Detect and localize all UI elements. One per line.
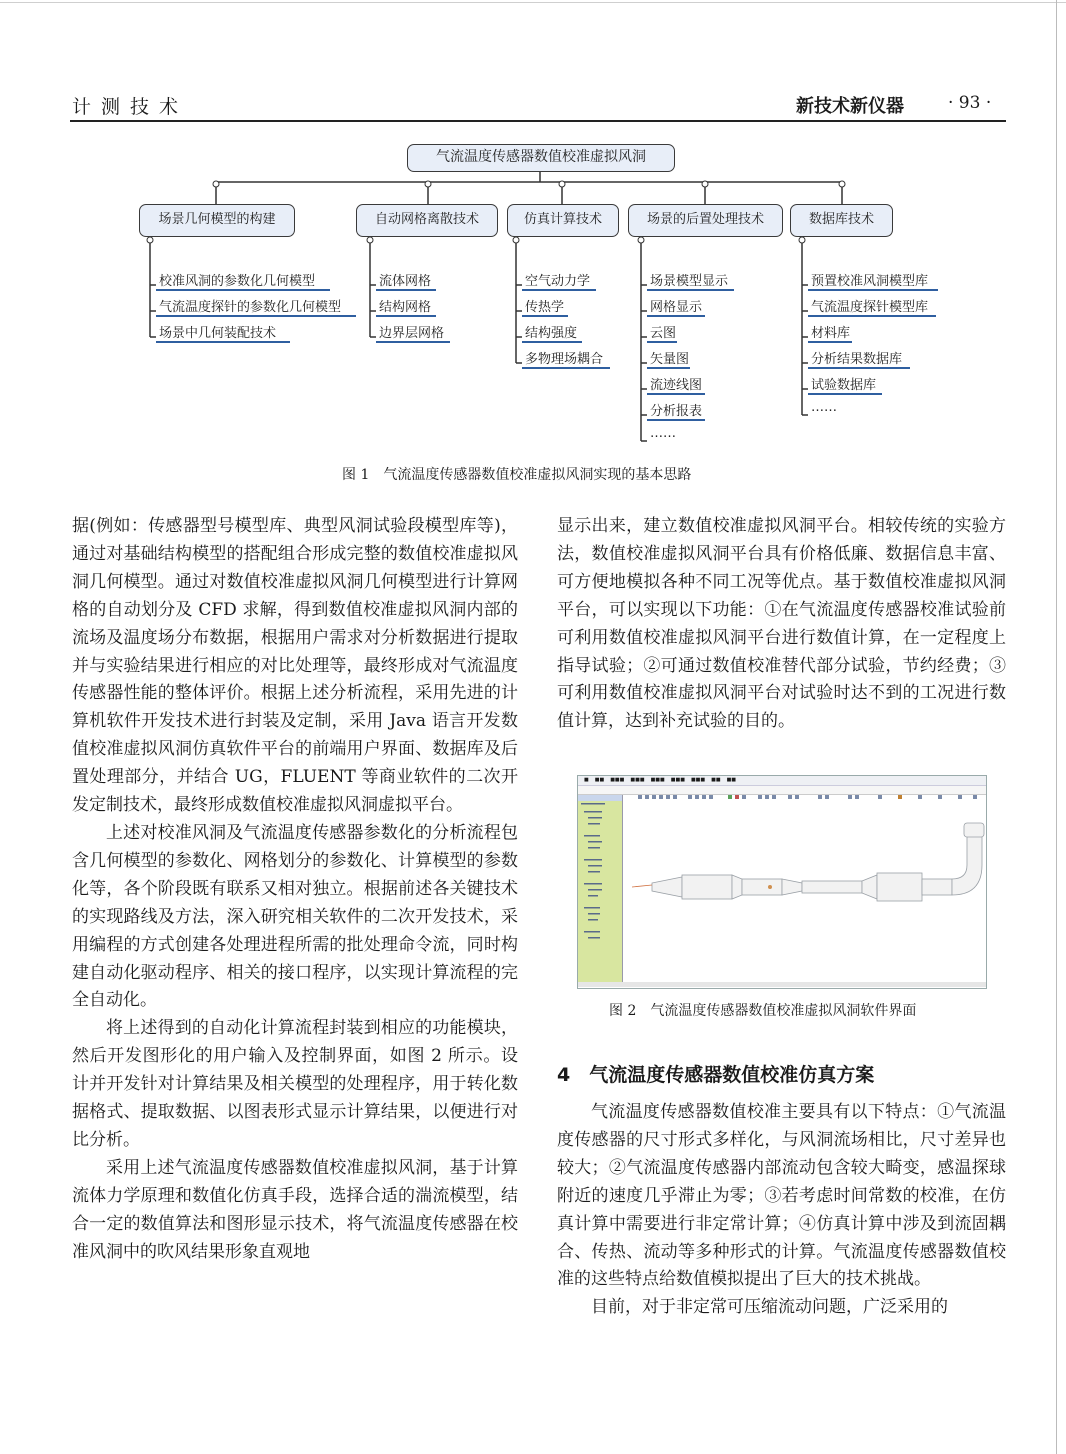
software-toolbar <box>578 786 986 795</box>
mindmap-leaf: 校准风洞的参数化几何模型 <box>159 274 316 289</box>
section-name: 新技术新仪器 <box>796 96 904 117</box>
software-side-tabs <box>578 795 622 801</box>
section-4-title: 4 气流温度传感器数值校准仿真方案 <box>557 1064 875 1086</box>
mindmap-leaf: 云图 <box>650 326 677 341</box>
mindmap-leaf: 气流温度探针的参数化几何模型 <box>159 300 342 315</box>
mindmap-branch-simulation: 仿真计算技术 <box>507 204 619 237</box>
figure-2-caption: 图 2 气流温度传感器数值校准虚拟风洞软件界面 <box>609 1003 917 1019</box>
mindmap-leaf: 多物理场耦合 <box>525 352 604 367</box>
figure-1-caption: 图 1 气流温度传感器数值校准虚拟风洞实现的基本思路 <box>342 467 692 483</box>
mindmap-leaf: 流迹线图 <box>650 378 703 393</box>
mindmap-branch-postprocess: 场景的后置处理技术 <box>628 204 783 237</box>
mindmap-leaf: 空气动力学 <box>525 274 591 289</box>
software-status-bar <box>578 982 986 987</box>
mindmap-leaf: 结构网格 <box>379 300 432 315</box>
mindmap-leaf: 气流温度探针模型库 <box>811 300 929 315</box>
mindmap-leaf: 边界层网格 <box>379 326 445 341</box>
mindmap-leaf: …… <box>811 400 837 415</box>
paragraph: 显示出来，建立数值校准虚拟风洞平台。相较传统的实验方法，数值校准虚拟风洞平台具有价格低廉、数据信息丰富、可方便地模拟各种不同工况等优点。基于数值校准虚拟风洞平台，可以实现以下功能：①在气流温度传感器校准试验前可利用数值校准虚拟风洞平台进行数值计算，在一定程度上指导试验；②可通过数值校准替代部分试验，节约经费；③可利用数值校准虚拟风洞平台对试验时达不到的工况进行数值计算，达到补充试验的目的。 <box>557 516 1006 732</box>
page-number: · 93 · <box>948 93 992 113</box>
mindmap-leaf: 预置校准风洞模型库 <box>811 274 929 289</box>
journal-name: 计测技术 <box>72 96 189 118</box>
mindmap-leaf: 网格显示 <box>650 300 703 315</box>
section-4-body <box>557 1099 1006 1322</box>
paragraph: 气流温度传感器数值校准主要具有以下特点：①气流温度传感器的尺寸形式多样化，与风洞流场相比，尺寸差异也较大；②气流温度传感器内部流动包含较大畸变，感温探球附近的速度几乎滞止为零；③若考虑时间常数的校准，在仿真计算中需要进行非定常计算；④仿真计算中涉及到流固耦合、传热、流动等多种形式的计算。气流温度传感器数值校准的这些特点给数值模拟提出了巨大的技术挑战。 <box>557 1102 1006 1290</box>
mindmap-leaf: 材料库 <box>811 326 851 341</box>
mindmap-leaf: …… <box>650 426 676 441</box>
paragraph: 目前，对于非定常可压缩流动问题，广泛采用的 <box>591 1297 948 1318</box>
mindmap-leaf: 矢量图 <box>650 352 690 367</box>
left-column <box>72 513 518 1266</box>
figure-2-software-screenshot <box>577 775 987 989</box>
software-side-panel <box>578 795 623 983</box>
mindmap-leaf: 流体网格 <box>379 274 432 289</box>
wind-tunnel-3d-model <box>622 795 986 983</box>
right-column-top <box>557 513 1006 736</box>
mindmap-root: 气流温度传感器数值校准虚拟风洞 <box>407 144 675 172</box>
mindmap-leaf: 结构强度 <box>525 326 578 341</box>
software-menu-bar: ■ ■■ ■■■ ■■■ ■■■ ■■■ ■■■ ■■ ■■ <box>578 776 986 786</box>
mindmap-branch-geometry: 场景几何模型的构建 <box>139 204 295 237</box>
mindmap-leaf: 分析报表 <box>650 404 703 419</box>
paragraph: 据(例如：传感器型号模型库、典型风洞试验段模型库等)，通过对基础结构模型的搭配组合形成完整的数值校准虚拟风洞几何模型。通过对数值校准虚拟风洞几何模型进行计算网格的自动划分及 CFD 求解，得到数值校准虚拟风洞内部的流场及温度场分布数据，根据用户需求对分析数据进行提取并与实验结果进行相应的对比处理等，最终形成对气流温度传感器性能的整体评价。根据上述分析流程，采用先进的计算机软件开发技术进行封装及定制，采用 Java 语言开发数值校准虚拟风洞仿真软件平台的前端用户界面、数据库及后置处理部分，并结合 UG，FLUENT 等商业软件的二次开发定制技术，最终形成数值校准虚拟风洞虚拟平台。 <box>72 516 518 816</box>
mindmap-branch-mesh: 自动网格离散技术 <box>356 204 498 237</box>
mindmap-leaf: 试验数据库 <box>811 378 877 393</box>
mindmap-leaf: 场景模型显示 <box>650 274 729 289</box>
mindmap-leaf: 场景中几何装配技术 <box>159 326 277 341</box>
side-panel-tree <box>578 795 622 983</box>
mindmap-leaf: 分析结果数据库 <box>811 352 903 367</box>
mindmap-leaf: 传热学 <box>525 300 565 315</box>
paragraph: 上述对校准风洞及气流温度传感器参数化的分析流程包含几何模型的参数化、网格划分的参数化、计算模型的参数化等，各个阶段既有联系又相对独立。根据前述各关键技术的实现路线及方法，深入研究相关软件的二次开发技术，采用编程的方式创建各处理进程所需的批处理命令流，同时构建自动化驱动程序、相关的接口程序，以实现计算流程的完全自动化。 <box>72 822 518 1011</box>
paragraph: 采用上述气流温度传感器数值校准虚拟风洞，基于计算流体力学原理和数值化仿真手段，选择合适的湍流模型，结合一定的数值算法和图形显示技术，将气流温度传感器在校准风洞中的吹风结果形象直观地 <box>72 1157 518 1262</box>
mindmap-branch-database: 数据库技术 <box>790 204 893 237</box>
paragraph: 将上述得到的自动化计算流程封装到相应的功能模块，然后开发图形化的用户输入及控制界面，如图 2 所示。设计并开发针对计算结果及相关模型的处理程序，用于转化数据格式、提取数据、以图表形式显示计算结果，以便进行对比分析。 <box>72 1018 518 1150</box>
